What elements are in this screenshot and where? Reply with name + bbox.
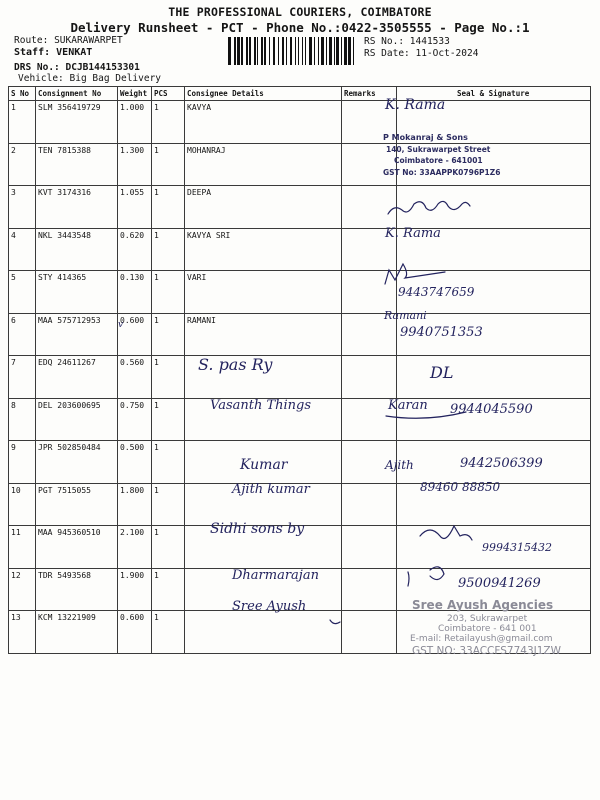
barcode-bar xyxy=(314,37,315,65)
staff-label: Staff: xyxy=(14,47,51,58)
weight: 0.620 xyxy=(118,228,152,271)
vehicle-info xyxy=(18,73,161,84)
remarks xyxy=(342,611,397,654)
sno: 3 xyxy=(9,186,36,229)
barcode-bar xyxy=(305,37,306,65)
consignee: MOHANRAJ xyxy=(185,143,342,186)
sno: 2 xyxy=(9,143,36,186)
rs-date-label: RS Date: xyxy=(364,48,410,59)
barcode-bar xyxy=(228,37,231,65)
barcode-bar xyxy=(302,37,303,65)
stamp-ayush-name: Sree Ayush Agencies xyxy=(412,598,554,612)
stamp-mokanraj-name: P Mokanraj & Sons xyxy=(383,133,468,142)
table-row xyxy=(9,271,591,314)
barcode-bar xyxy=(309,37,312,65)
consignment-no: MAA 575712953 xyxy=(36,313,118,356)
phone-row-8: 9944045590 xyxy=(450,402,533,417)
remarks xyxy=(342,526,397,569)
barcode-bar xyxy=(298,37,299,65)
sno: 13 xyxy=(9,611,36,654)
col-weight: Weight xyxy=(118,87,152,101)
sno: 6 xyxy=(9,313,36,356)
consignment-no: MAA 945360510 xyxy=(36,526,118,569)
weight: 0.600 xyxy=(118,313,152,356)
consignee: KAVYA xyxy=(185,101,342,144)
col-seal: Seal & Signature xyxy=(397,87,591,101)
stamp-ayush-address: 203, Sukrawarpet xyxy=(447,614,528,624)
pcs: 1 xyxy=(152,228,185,271)
remarks xyxy=(342,356,397,399)
barcode-bar xyxy=(353,37,354,65)
table-row xyxy=(9,228,591,271)
barcode-bar xyxy=(241,37,243,65)
route-label: Route: xyxy=(14,35,49,46)
barcode-bar xyxy=(329,37,332,65)
col-consignment: Consignment No xyxy=(36,87,118,101)
seal xyxy=(397,186,591,229)
signature-row-10: Ajith xyxy=(385,458,414,472)
weight: 1.055 xyxy=(118,186,152,229)
phone-row-6: 9940751353 xyxy=(400,325,483,340)
rs-date xyxy=(364,48,478,59)
phone-row-10: 9442506399 xyxy=(460,456,543,471)
phone-row-11: 9994315432 xyxy=(482,541,552,554)
mark-row-6: v xyxy=(118,320,124,330)
weight: 0.130 xyxy=(118,271,152,314)
consignment-no: NKL 3443548 xyxy=(36,228,118,271)
consignee: VARI xyxy=(185,271,342,314)
barcode-bar xyxy=(282,37,284,65)
sno: 10 xyxy=(9,483,36,526)
stamp-ayush-email: E-mail: Retailayush@gmail.com xyxy=(410,634,553,644)
sno: 8 xyxy=(9,398,36,441)
consignee: DEEPA xyxy=(185,186,342,229)
table-row xyxy=(9,186,591,229)
consignee: KAVYA SRI xyxy=(185,228,342,271)
weight: 0.560 xyxy=(118,356,152,399)
stamp-mokanraj-city: Coimbatore - 641001 xyxy=(394,156,483,165)
staff-info xyxy=(14,47,92,58)
pcs: 1 xyxy=(152,441,185,484)
barcode-bar xyxy=(341,37,342,65)
barcode-bar xyxy=(269,37,270,65)
pcs: 1 xyxy=(152,568,185,611)
remarks xyxy=(342,483,397,526)
weight: 1.900 xyxy=(118,568,152,611)
stamp-ayush-gst: GST NO: 33ACCFS7743J1ZW xyxy=(412,645,561,657)
weight: 1.000 xyxy=(118,101,152,144)
table-row xyxy=(9,143,591,186)
barcode-bar xyxy=(321,37,324,65)
table-row xyxy=(9,313,591,356)
consignment-no: PGT 7515055 xyxy=(36,483,118,526)
signature-row-8: Karan xyxy=(388,398,428,413)
barcode-bar xyxy=(295,37,296,65)
drs-label: DRS No.: xyxy=(14,62,60,73)
rs-date-value: 11-Oct-2024 xyxy=(415,48,479,59)
rs-no-value: 1441533 xyxy=(409,36,450,47)
drs-info xyxy=(14,62,140,73)
pcs: 1 xyxy=(152,356,185,399)
table-row xyxy=(9,356,591,399)
col-consignee: Consignee Details xyxy=(185,87,342,101)
sno: 1 xyxy=(9,101,36,144)
vehicle-value: Big Bag Delivery xyxy=(69,73,162,84)
barcode-bar xyxy=(290,37,292,65)
consignment-no: STY 414365 xyxy=(36,271,118,314)
col-pcs: PCS xyxy=(152,87,185,101)
pcs: 1 xyxy=(152,483,185,526)
barcode-bar xyxy=(264,37,266,65)
pcs: 1 xyxy=(152,271,185,314)
weight: 0.500 xyxy=(118,441,152,484)
remarks xyxy=(342,568,397,611)
weight: 0.600 xyxy=(118,611,152,654)
col-remarks: Remarks xyxy=(342,87,397,101)
phone-row-10b: 89460 88850 xyxy=(420,480,501,494)
pcs: 1 xyxy=(152,101,185,144)
barcode-bar xyxy=(344,37,347,65)
runsheet-title: Delivery Runsheet - PCT - Phone No.:0422-3505555 - Page No.:1 xyxy=(70,20,530,35)
consignee xyxy=(185,611,342,654)
sno: 5 xyxy=(9,271,36,314)
pcs: 1 xyxy=(152,611,185,654)
sno: 4 xyxy=(9,228,36,271)
weight: 1.300 xyxy=(118,143,152,186)
consignee-row-9: Kumar xyxy=(240,457,288,473)
barcode-bar xyxy=(254,37,256,65)
barcode-bar xyxy=(348,37,351,65)
pcs: 1 xyxy=(152,186,185,229)
consignment-no: EDQ 24611267 xyxy=(36,356,118,399)
consignment-no: KVT 3174316 xyxy=(36,186,118,229)
signature-row-7: DL xyxy=(430,363,454,382)
pcs: 1 xyxy=(152,143,185,186)
phone-row-5: 9443747659 xyxy=(398,285,475,299)
stamp-mokanraj-gst: GST No: 33AAPPK0796P1Z6 xyxy=(383,168,501,177)
remarks xyxy=(342,271,397,314)
consignee-row-12: Dharmarajan xyxy=(232,568,319,583)
remarks xyxy=(342,186,397,229)
sno: 7 xyxy=(9,356,36,399)
signature-row-6: Ramani xyxy=(384,309,427,322)
signature-row-4: K. Rama xyxy=(385,226,441,241)
barcode-bar xyxy=(246,37,248,65)
route-value: SUKARAWARPET xyxy=(54,35,123,46)
stamp-mokanraj-address: 140, Sukrawarpet Street xyxy=(386,145,491,154)
consignee-row-11: Sidhi sons by xyxy=(210,521,305,537)
pcs: 1 xyxy=(152,526,185,569)
barcode-bar xyxy=(336,37,339,65)
pcs: 1 xyxy=(152,313,185,356)
company-name: THE PROFESSIONAL COURIERS, COIMBATORE xyxy=(168,5,432,19)
stamp-ayush-city: Coimbatore - 641 001 xyxy=(438,624,537,634)
drs-value: DCJB144153301 xyxy=(65,62,140,73)
barcode xyxy=(228,37,354,65)
consignment-no: TEN 7815388 xyxy=(36,143,118,186)
barcode-bar xyxy=(286,37,287,65)
barcode-bar xyxy=(261,37,263,65)
consignee-row-10: Ajith kumar xyxy=(232,482,310,497)
consignee: RAMANI xyxy=(185,313,342,356)
barcode-bar xyxy=(318,37,319,65)
rs-number xyxy=(364,36,450,47)
col-sno: S No xyxy=(9,87,36,101)
sno: 9 xyxy=(9,441,36,484)
barcode-bar xyxy=(257,37,258,65)
weight: 1.800 xyxy=(118,483,152,526)
weight: 0.750 xyxy=(118,398,152,441)
vehicle-label: Vehicle: xyxy=(18,73,64,84)
sno: 11 xyxy=(9,526,36,569)
barcode-bar xyxy=(273,37,275,65)
signature-row-1: K. Rama xyxy=(385,97,446,113)
rs-no-label: RS No.: xyxy=(364,36,405,47)
consignment-no: DEL 203600695 xyxy=(36,398,118,441)
staff-value: VENKAT xyxy=(56,47,93,58)
barcode-bar xyxy=(234,37,236,65)
consignment-no: SLM 356419729 xyxy=(36,101,118,144)
consignee-row-8: Vasanth Things xyxy=(210,398,312,413)
consignee-row-7: S. pas Ry xyxy=(198,355,273,374)
consignment-no: JPR 502850484 xyxy=(36,441,118,484)
route-info xyxy=(14,35,123,46)
barcode-bar xyxy=(249,37,251,65)
consignment-no: KCM 13221909 xyxy=(36,611,118,654)
barcode-bar xyxy=(326,37,327,65)
table-header-row xyxy=(9,87,591,101)
sno: 12 xyxy=(9,568,36,611)
barcode-bar xyxy=(278,37,279,65)
phone-row-12: 9500941269 xyxy=(458,576,541,591)
seal xyxy=(397,356,591,399)
table-row xyxy=(9,101,591,144)
consignment-no: TDR 5493568 xyxy=(36,568,118,611)
weight: 2.100 xyxy=(118,526,152,569)
consignee-row-13: Sree Ayush xyxy=(232,599,307,614)
barcode-bar xyxy=(334,37,335,65)
pcs: 1 xyxy=(152,398,185,441)
barcode-bar xyxy=(237,37,240,65)
